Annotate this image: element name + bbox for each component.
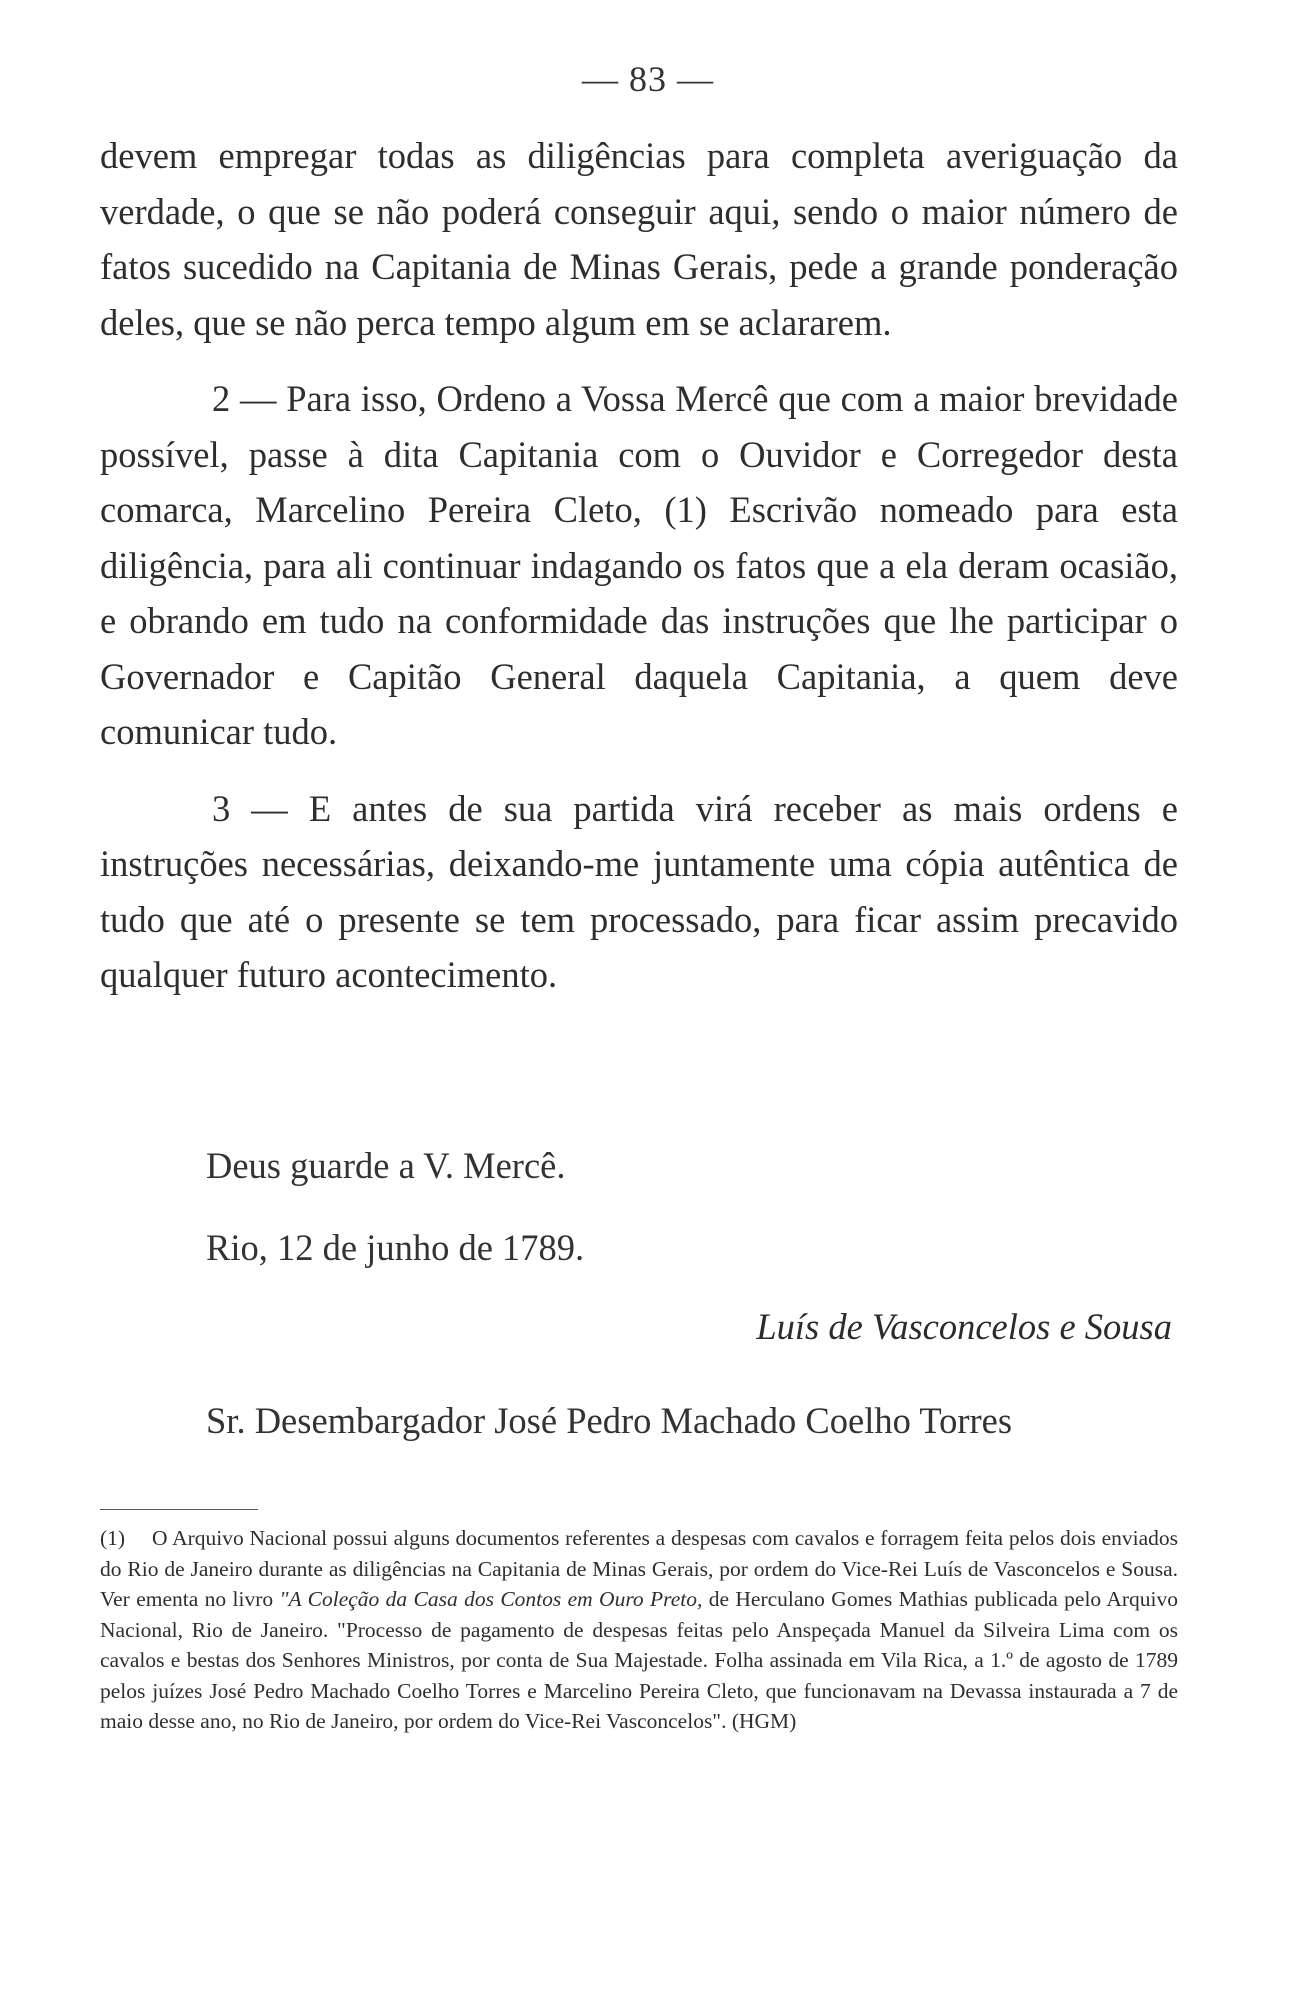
letter-date: Rio, 12 de junho de 1789. xyxy=(206,1227,585,1268)
closing-salutation: Deus guarde a V. Mercê. xyxy=(206,1145,566,1186)
signature: Luís de Vasconcelos e Sousa xyxy=(756,1306,1172,1347)
footnote-divider xyxy=(100,1509,258,1510)
footnote-text-b: de Herculano Gomes Mathias publicada pelo Arquivo Nacional, Rio de Janeiro. "Processo de pagamento de despesas feitas pelo Anspeçada Manuel da Silveira Lima com os cavalos e bestas dos Senhores Ministros, por conta de Sua Majestade. Folha assinada em Vila Rica, a 1.º de agosto de 1789 pelos juízes José Pedro Machado Coelho Torres e Marcelino Pereira Cleto, que funcionavam na Devassa instaurada a 7 de maio desse ano, no Rio de Janeiro, por ordem do Vice-Rei Vasconcelos". (HGM) xyxy=(100,1587,1179,1733)
footnote xyxy=(100,1523,1178,1737)
paragraph-2: 2 — Para isso, Ordeno a Vossa Mercê que com a maior brevidade possível, passe à dita Capitania com o Ouvidor e Corregedor desta comarca, Marcelino Pereira Cleto, (1) Escrivão nomeado para esta diligência, para ali continuar indagando os fatos que a ela deram ocasião, e obrando em tudo na conformidade das instruções que lhe participar o Governador e Capitão General daquela Capitania, a quem deve comunicar tudo. xyxy=(100,378,1178,752)
paragraph-1: devem empregar todas as diligências para completa averiguação da verdade, o que se não poderá conseguir aqui, sendo o maior número de fatos sucedido na Capitania de Minas Gerais, pede a grande ponderação deles, que se não perca tempo algum em se aclararem. xyxy=(100,135,1178,343)
body-text xyxy=(100,128,1178,1003)
paragraph-3: 3 — E antes de sua partida virá receber as mais ordens e instruções necessárias, deixando-me juntamente uma cópia autêntica de tudo que até o presente se tem processado, para ficar assim precavido qualquer futuro acontecimento. xyxy=(100,787,1178,995)
footnote-text-a: O Arquivo Nacional possui alguns documentos referentes a despesas com cavalos e forragem feita pelos dois enviados do Rio de Janeiro durante as diligências na Capitania de Minas Gerais, por ordem do Vice-Rei Luís de Vasconcelos e Sousa. Ver ementa no livro xyxy=(100,1526,1178,1611)
addressee: Sr. Desembargador José Pedro Machado Coelho Torres xyxy=(206,1400,1013,1441)
page-number: — 83 — xyxy=(582,59,714,99)
footnote-book-title: "A Coleção da Casa dos Contos em Ouro Preto, xyxy=(279,1587,703,1611)
footnote-marker: (1) xyxy=(100,1526,126,1550)
